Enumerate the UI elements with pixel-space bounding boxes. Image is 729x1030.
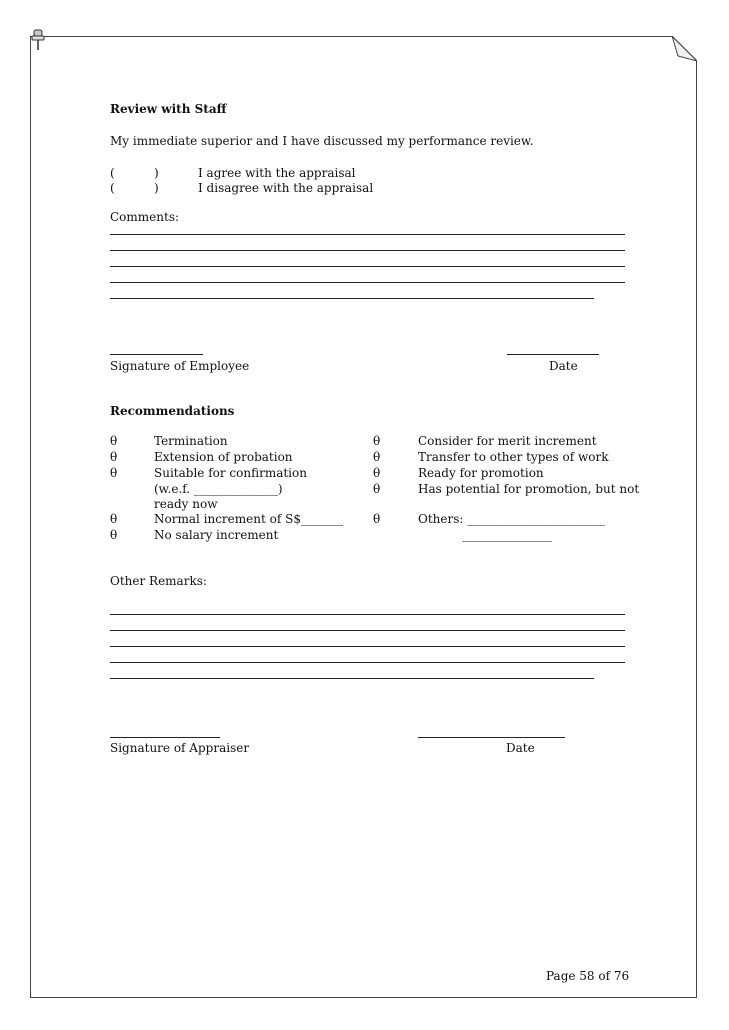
remark-line[interactable] (110, 646, 625, 647)
rec-others-field[interactable]: Others: _______________________ (418, 512, 606, 526)
rec-ready-promotion: Ready for promotion (418, 466, 544, 480)
option-close-paren: ) (154, 181, 159, 195)
rec-merit-increment: Consider for merit increment (418, 434, 597, 448)
bullet-theta[interactable]: θ (373, 512, 381, 526)
bullet-theta[interactable]: θ (110, 512, 118, 526)
section-title-review: Review with Staff (110, 102, 227, 116)
bullet-theta[interactable]: θ (373, 434, 381, 448)
appraiser-signature-line[interactable] (110, 737, 220, 738)
employee-signature-label: Signature of Employee (110, 359, 250, 373)
option-close-paren: ) (154, 166, 159, 180)
bullet-theta[interactable]: θ (110, 450, 118, 464)
employee-date-line[interactable] (507, 354, 599, 355)
bullet-theta[interactable]: θ (110, 434, 118, 448)
rec-potential-promotion: Has potential for promotion, but not (418, 482, 640, 496)
remark-line[interactable] (110, 662, 625, 663)
review-statement: My immediate superior and I have discussed my performance review. (110, 134, 534, 148)
rec-transfer-work: Transfer to other types of work (418, 450, 609, 464)
bullet-theta[interactable]: θ (110, 466, 118, 480)
option-open-paren: ( (110, 181, 115, 195)
appraiser-date-line[interactable] (418, 737, 565, 738)
option-open-paren: ( (110, 166, 115, 180)
comment-line[interactable] (110, 234, 625, 235)
remark-line[interactable] (110, 614, 625, 615)
bullet-theta[interactable]: θ (373, 450, 381, 464)
page-number: Page 58 of 76 (546, 969, 630, 983)
bullet-theta[interactable]: θ (373, 482, 381, 496)
rec-suitable-confirmation: Suitable for confirmation (154, 466, 307, 480)
rec-normal-increment: Normal increment of S$_______ (154, 512, 343, 526)
remark-line[interactable] (110, 678, 594, 679)
bullet-theta[interactable]: θ (373, 466, 381, 480)
option-agree[interactable] (110, 166, 356, 180)
other-remarks-label: Other Remarks: (110, 574, 207, 588)
comment-line[interactable] (110, 282, 625, 283)
rec-wef-field[interactable]: (w.e.f. ______________) (154, 482, 283, 496)
rec-ready-now: ready now (154, 497, 218, 511)
comment-line[interactable] (110, 266, 625, 267)
employee-date-label: Date (549, 359, 578, 373)
appraiser-date-label: Date (506, 741, 535, 755)
page-curl-icon (672, 36, 697, 61)
comment-line[interactable] (110, 250, 625, 251)
section-title-recommendations: Recommendations (110, 404, 235, 418)
comments-label: Comments: (110, 210, 180, 224)
comment-line[interactable] (110, 298, 594, 299)
remark-line[interactable] (110, 630, 625, 631)
rec-termination: Termination (154, 434, 228, 448)
option-disagree[interactable] (110, 181, 374, 195)
rec-extension-probation: Extension of probation (154, 450, 293, 464)
employee-signature-line[interactable] (110, 354, 203, 355)
option-label: I agree with the appraisal (198, 166, 356, 180)
rec-others-second-line[interactable]: _______________ (462, 528, 552, 542)
option-label: I disagree with the appraisal (198, 181, 374, 195)
rec-no-salary-increment: No salary increment (154, 528, 279, 542)
bullet-theta[interactable]: θ (110, 528, 118, 542)
appraiser-signature-label: Signature of Appraiser (110, 741, 250, 755)
pushpin-icon (30, 28, 46, 52)
